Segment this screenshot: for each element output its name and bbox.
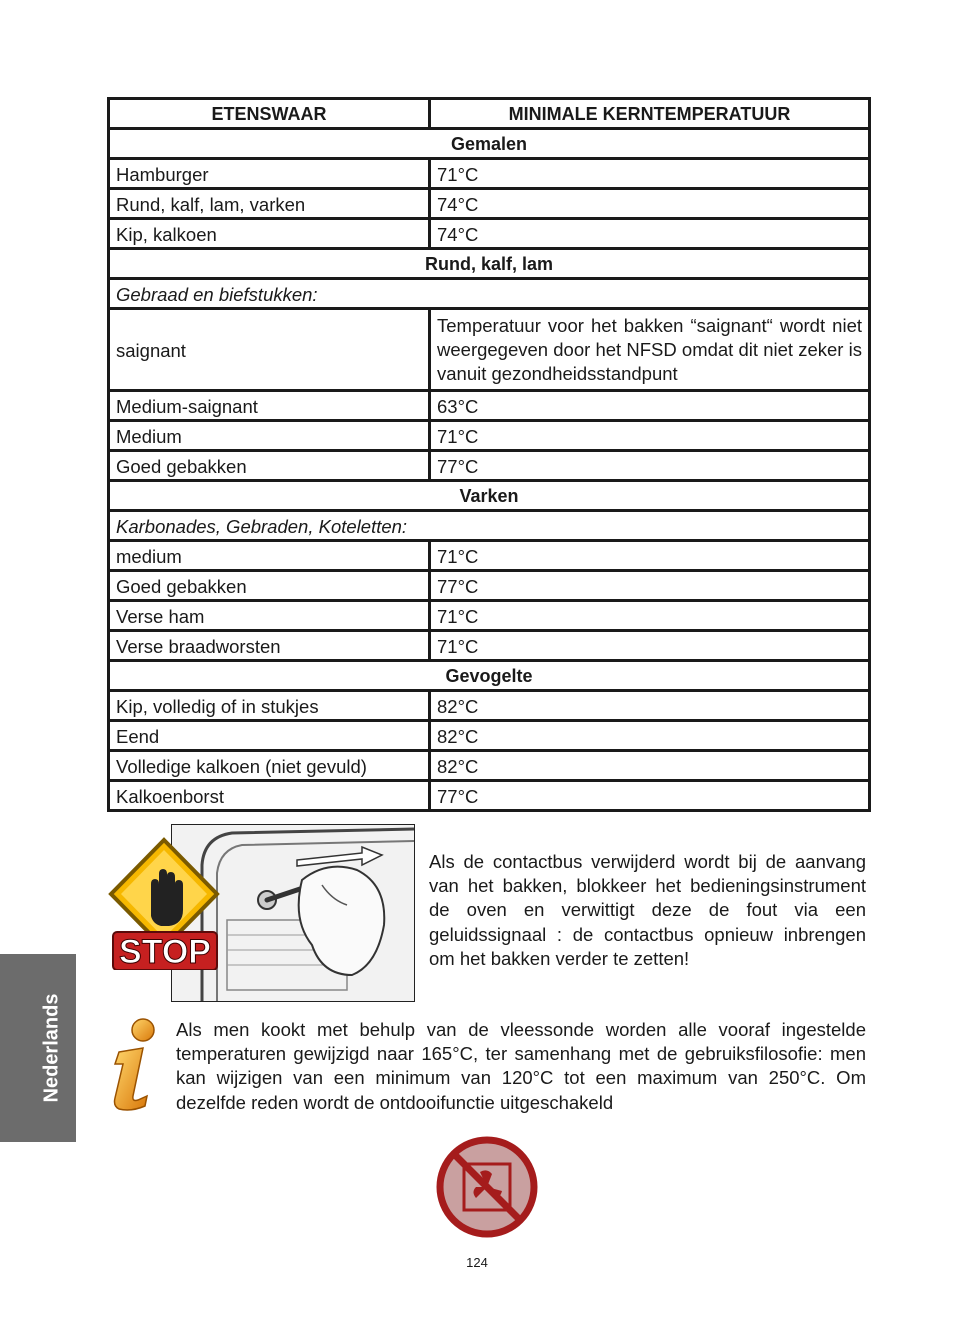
no-fan-icon bbox=[436, 1136, 538, 1238]
header-food: ETENSWAAR bbox=[110, 100, 431, 127]
temperature-cell: 77°C bbox=[431, 572, 868, 599]
food-cell: saignant bbox=[110, 310, 431, 389]
info-icon bbox=[107, 1016, 161, 1112]
subsection-heading: Gebraad en biefstukken: bbox=[110, 280, 868, 307]
table-row bbox=[110, 752, 868, 779]
temperature-cell: 82°C bbox=[431, 752, 868, 779]
table-row bbox=[110, 392, 868, 419]
temperature-cell: 71°C bbox=[431, 160, 868, 187]
table-row bbox=[110, 722, 868, 749]
language-side-tab-label: Nederlands bbox=[40, 993, 63, 1103]
core-temperature-table bbox=[107, 97, 871, 812]
food-cell: Kip, kalkoen bbox=[110, 220, 431, 247]
table-header-row bbox=[110, 100, 868, 127]
table-row bbox=[110, 662, 868, 689]
temperature-cell: 82°C bbox=[431, 692, 868, 719]
stop-hand-icon bbox=[107, 836, 222, 970]
table-row bbox=[110, 602, 868, 629]
table-row bbox=[110, 310, 868, 389]
page-number: 124 bbox=[466, 1255, 488, 1270]
table-row bbox=[110, 190, 868, 217]
food-cell: Hamburger bbox=[110, 160, 431, 187]
section-heading: Rund, kalf, lam bbox=[110, 250, 868, 277]
temperature-cell: 82°C bbox=[431, 722, 868, 749]
table-row bbox=[110, 632, 868, 659]
temperature-cell: 74°C bbox=[431, 220, 868, 247]
food-cell: medium bbox=[110, 542, 431, 569]
table-row bbox=[110, 482, 868, 509]
probe-removal-warning: Als de contactbus verwijderd wordt bij de aanvang van het bakken, blokkeer het bedieningsinstrument de oven en verwittigt deze de fout via een geluidssignaal : de contactbus opnieuw inbrengen om het bakken verder te zetten! bbox=[429, 851, 866, 969]
table-row bbox=[110, 130, 868, 157]
food-cell: Verse braadworsten bbox=[110, 632, 431, 659]
table-row bbox=[110, 542, 868, 569]
temperature-cell: 74°C bbox=[431, 190, 868, 217]
table-row bbox=[110, 782, 868, 809]
table-row bbox=[110, 422, 868, 449]
temperature-cell: 77°C bbox=[431, 452, 868, 479]
language-side-tab bbox=[0, 954, 76, 1142]
table-row bbox=[110, 280, 868, 307]
table-row bbox=[110, 160, 868, 187]
stop-block bbox=[107, 824, 417, 1002]
header-temperature: MINIMALE KERNTEMPERATUUR bbox=[431, 100, 868, 127]
section-heading: Varken bbox=[110, 482, 868, 509]
temperature-cell: 77°C bbox=[431, 782, 868, 809]
temperature-cell: 71°C bbox=[431, 632, 868, 659]
food-cell: Goed gebakken bbox=[110, 452, 431, 479]
food-cell: Kip, volledig of in stukjes bbox=[110, 692, 431, 719]
stop-sign-text: STOP bbox=[119, 933, 211, 970]
table-row bbox=[110, 572, 868, 599]
temperature-cell: 71°C bbox=[431, 422, 868, 449]
temperature-cell: 63°C bbox=[431, 392, 868, 419]
food-cell: Kalkoenborst bbox=[110, 782, 431, 809]
food-cell: Volledige kalkoen (niet gevuld) bbox=[110, 752, 431, 779]
food-cell: Rund, kalf, lam, varken bbox=[110, 190, 431, 217]
section-heading: Gevogelte bbox=[110, 662, 868, 689]
section-heading: Gemalen bbox=[110, 130, 868, 157]
food-cell: Medium-saignant bbox=[110, 392, 431, 419]
table-row bbox=[110, 452, 868, 479]
food-cell: Eend bbox=[110, 722, 431, 749]
table-row bbox=[110, 220, 868, 247]
food-cell: Goed gebakken bbox=[110, 572, 431, 599]
probe-info-note: Als men kookt met behulp van de vleessonde worden alle vooraf ingestelde temperaturen gewijzigd naar 165°C, ter samenhang met de gebruiksfilosofie: men kan wijzigen van een minimum van 120°C tot een maximum van 250°C. Om dezelfde reden wordt de ontdooifunctie uitgeschakeld bbox=[176, 1019, 866, 1113]
temperature-cell: 71°C bbox=[431, 602, 868, 629]
table-row bbox=[110, 692, 868, 719]
subsection-heading: Karbonades, Gebraden, Koteletten: bbox=[110, 512, 868, 539]
table-row bbox=[110, 250, 868, 277]
food-cell: Medium bbox=[110, 422, 431, 449]
food-cell: Verse ham bbox=[110, 602, 431, 629]
temperature-cell: Temperatuur voor het bakken “saignant“ wordt niet weergegeven door het NFSD omdat dit niet zeker is vanuit gezondheidsstandpunt bbox=[431, 310, 868, 389]
table-body bbox=[110, 130, 868, 809]
temperature-cell: 71°C bbox=[431, 542, 868, 569]
table-row bbox=[110, 512, 868, 539]
